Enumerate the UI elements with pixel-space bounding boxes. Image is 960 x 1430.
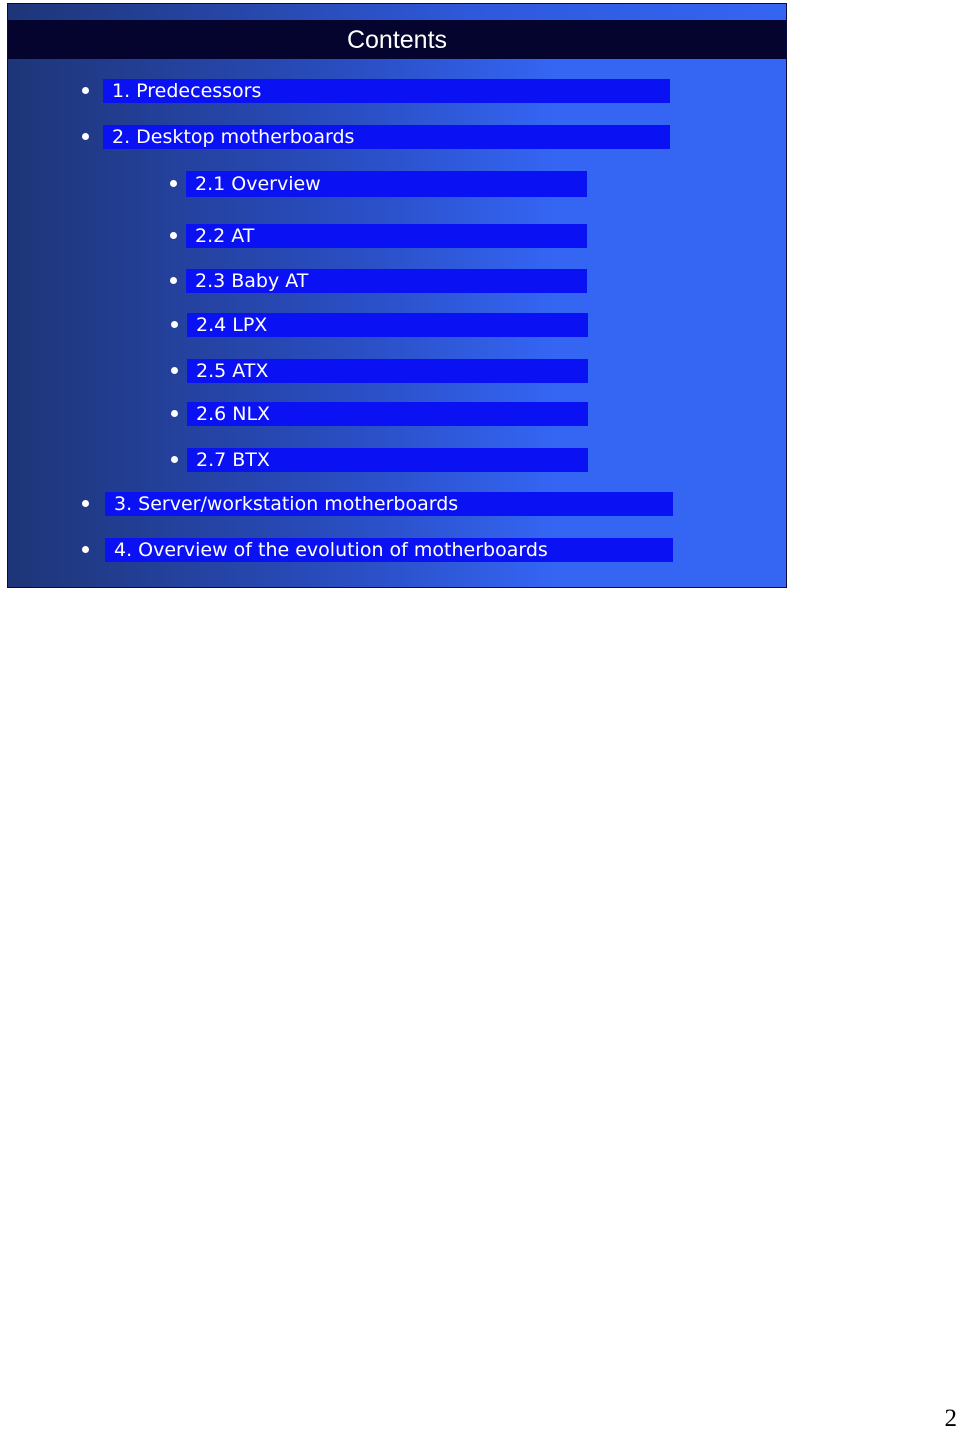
toc-item-label: 3. Server/workstation motherboards xyxy=(114,493,459,515)
toc-item-lpx[interactable] xyxy=(8,313,786,337)
toc-item-evolution-overview[interactable] xyxy=(8,538,786,562)
toc-item-label: 2. Desktop motherboards xyxy=(112,126,355,148)
toc-item-nlx[interactable] xyxy=(8,402,786,426)
toc-item-label: 2.3 Baby AT xyxy=(195,270,309,292)
bullet-icon xyxy=(171,367,178,374)
bullet-icon xyxy=(171,410,178,417)
toc-item-btx[interactable] xyxy=(8,448,786,472)
title-bar xyxy=(8,20,786,59)
toc-item-atx[interactable] xyxy=(8,359,786,383)
toc-item-predecessors[interactable] xyxy=(8,79,786,103)
item-highlight xyxy=(186,224,587,248)
toc-item-server-workstation[interactable] xyxy=(8,492,786,516)
bullet-icon xyxy=(82,87,89,94)
item-highlight xyxy=(186,171,587,197)
bullet-icon xyxy=(170,277,177,284)
slide xyxy=(7,3,787,588)
slide-title: Contents xyxy=(346,26,448,54)
toc-item-overview[interactable] xyxy=(8,171,786,197)
toc-item-at[interactable] xyxy=(8,224,786,248)
toc-item-label: 2.5 ATX xyxy=(196,360,269,382)
item-highlight xyxy=(187,402,588,426)
item-highlight xyxy=(105,492,673,516)
toc-item-label: 2.6 NLX xyxy=(196,403,271,425)
item-highlight xyxy=(187,359,588,383)
toc-item-label: 1. Predecessors xyxy=(112,80,262,102)
item-highlight xyxy=(105,538,673,562)
item-highlight xyxy=(187,448,588,472)
item-highlight xyxy=(103,125,670,149)
bullet-icon xyxy=(82,500,89,507)
item-highlight xyxy=(186,269,587,293)
bullet-icon xyxy=(82,133,89,140)
bullet-icon xyxy=(171,456,178,463)
bullet-icon xyxy=(82,546,89,553)
toc-item-label: 4. Overview of the evolution of motherboards xyxy=(114,539,548,561)
item-highlight xyxy=(187,313,588,337)
bullet-icon xyxy=(170,180,177,187)
toc-item-label: 2.1 Overview xyxy=(195,173,321,195)
toc-item-desktop-motherboards[interactable] xyxy=(8,125,786,149)
page-number: 2 xyxy=(944,1405,957,1430)
slide-top-strip xyxy=(8,4,786,20)
bullet-icon xyxy=(171,321,178,328)
toc-item-label: 2.4 LPX xyxy=(196,314,268,336)
item-highlight xyxy=(103,79,670,103)
toc-item-label: 2.2 AT xyxy=(195,225,255,247)
toc-item-baby-at[interactable] xyxy=(8,269,786,293)
bullet-icon xyxy=(170,232,177,239)
toc-item-label: 2.7 BTX xyxy=(196,449,270,471)
